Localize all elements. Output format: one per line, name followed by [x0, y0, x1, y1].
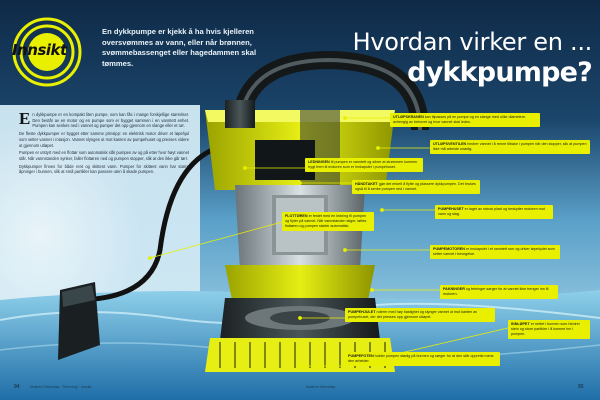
callout-pakning: PAKNINGER og tetninger sørger for at vannet ikke trenger inn til motoren. — [440, 285, 558, 299]
page-number-right: 95 — [578, 384, 584, 390]
page-title-line1: Hvordan virker en ... — [352, 28, 592, 56]
callout-motor: PUMPEMOTOREN er innkapslet i et vanntett rom og driver løpehjulet som setter vannet i bevegelse. — [430, 245, 560, 259]
innsikt-logo-text: Innsikt — [12, 41, 67, 59]
drop-cap: E — [19, 109, 31, 128]
callout-pumpehus: PUMPEHUSET er laget av robust plast og beskytter motoren mot vann og slag. — [435, 205, 553, 219]
page-title-line2: dykkpumpe? — [407, 57, 592, 88]
body-paragraph-4: Dykkpumper finnes for både rent og skittent vann. Pumper for skittent vann har større åpninger i bunnen, slik at små partikler kan passere uten å skade pumpen. — [19, 163, 189, 175]
callout-handtak: HÅNDTAKET gjør det enkelt å flytte og plassere dykkpumpen. Det brukes også til å senke pumpen ned i vannet. — [352, 180, 480, 194]
callout-flottor: FLOTTØREN er festet med en ledning til pumpen og flyter på vannet. Når vannstanden stiger, løftes flottøren og pumpen starter automatisk. — [282, 212, 374, 231]
footer-right-text: Illustrert Vitenskap — [306, 385, 336, 389]
body-paragraph-3: Pumpen er utstyrt med en flottør som automatisk slår pumpen av og på etter hvor høyt vannet står. Når vannstanden synker, faller flottøren ned og pumpen stopper, slik at den ikke går tørr. — [19, 150, 189, 161]
callout-utlop: UTLØPSKRANEN kan tilpasses på en pumpe og en slange med ulike diametere, avhengig av behovet og hvor vannet skal ledes. — [390, 113, 540, 127]
page-number-left: 94 — [14, 384, 20, 390]
body-paragraph-1: En dykkpumpe er en kompakt liten pumpe, som kan fås i mange forskjellige størrelser. Den består av en motor og en pumpe som er bygget sammen i en vanntett enhet. Pumpen kan senkes ned i vannet og pumper det opp gjennom en slange eller et rør. — [19, 109, 189, 129]
callout-lopehjul: PUMPEHJULET roterer med høy hastighet og slynger vannet ut mot kanten av pumpehuset, der det presses opp gjennom utløpet. — [345, 308, 495, 322]
article-body — [19, 109, 189, 177]
callout-innlop: INNLØPET er nettet i bunnen som hindrer stein og store partikler i å komme inn i pumpen. — [508, 320, 590, 339]
body-paragraph-2: De fleste dykkpumper er bygget etter samme prinsipp: en elektrisk motor driver et løpehjul som setter vannet i rotasjon. Vannet slynges ut mot kanten av pumpehuset og presses videre ut gjennom utløpet. — [19, 131, 189, 148]
callout-utlopsventil: UTLØPSVENTILEN hindrer vannet i å renne tilbake i pumpen når den stopper, slik at pumpen ikke må arbeide unødig. — [430, 140, 590, 154]
footer-left-text: Illustrert Vitenskap · Teknologi · Innsikt — [30, 385, 92, 389]
callout-fot: PUMPEFOTEN holder pumpen stødig på bunnen og sørger for at den står oppreist mens den arbeider. — [345, 352, 500, 366]
callout-ledning: LEDNINGEN til pumpen er vanntett og sikrer at strømmen kommer trygt frem til motoren som er innkapslet i pumpehuset. — [305, 158, 423, 172]
intro-text: En dykkpumpe er kjekk å ha hvis kjelleren oversvømmes av vann, eller når brønnen, svømmebassenget eller hagedammen skal tømmes. — [102, 27, 257, 68]
